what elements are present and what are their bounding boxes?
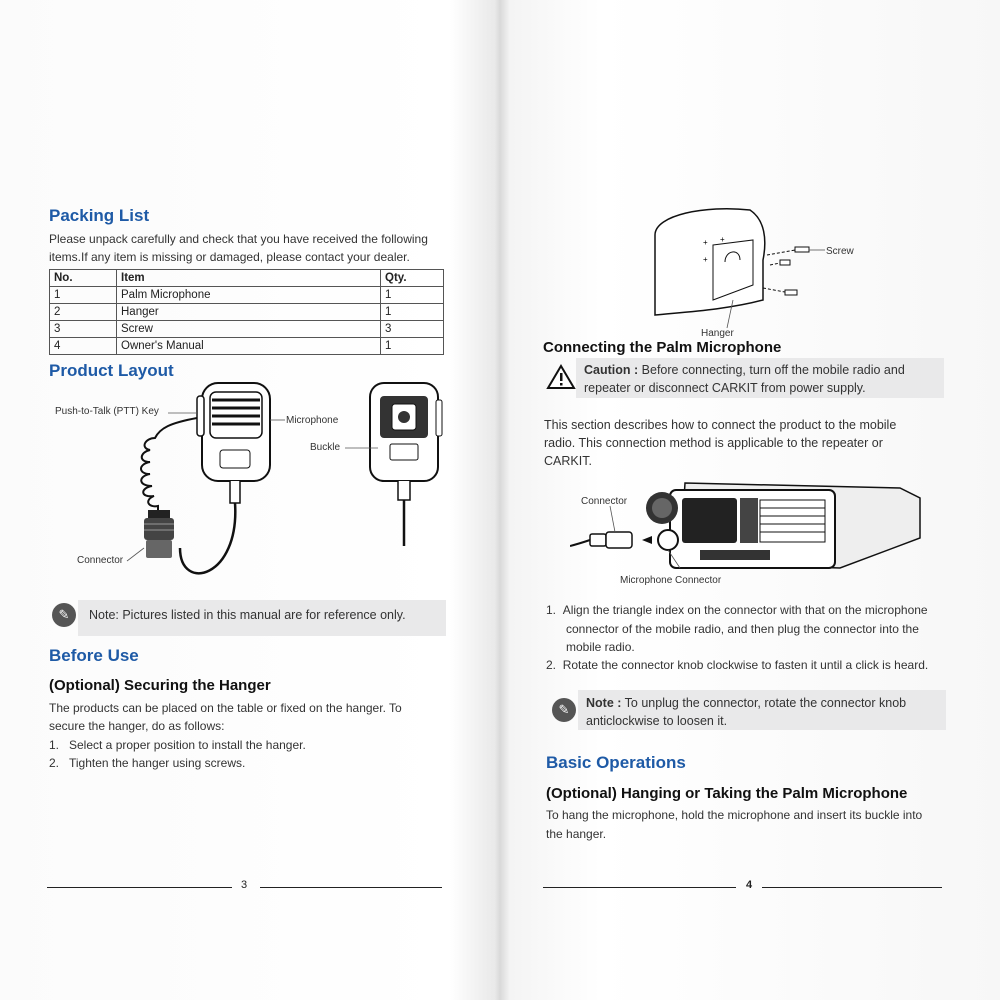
table-row <box>50 287 444 304</box>
page-4 <box>500 0 1000 1000</box>
footer-rule-left <box>47 887 232 888</box>
footer-rule-left <box>543 887 736 888</box>
svg-text:+: + <box>703 255 708 264</box>
label-microphone: Microphone <box>286 415 339 426</box>
label-buckle: Buckle <box>310 442 341 453</box>
step-2-text: Tighten the hanger using screws. <box>69 756 246 770</box>
svg-text:+: + <box>720 235 725 244</box>
note-text: Note: Pictures listed in this manual are for reference only. <box>89 608 406 622</box>
cell-qty: 1 <box>381 338 444 355</box>
page-3 <box>0 0 495 1000</box>
label-screw: Screw <box>826 246 854 257</box>
page-number-3: 3 <box>241 879 248 891</box>
step-1-text-line1: Align the triangle index on the connector with that on the microphone <box>562 603 928 617</box>
header-no: No. <box>50 270 117 287</box>
label-ptt-key: Push-to-Talk (PTT) Key <box>55 406 159 417</box>
caution-label: Caution : <box>584 363 639 377</box>
footer-rule-right <box>762 887 942 888</box>
footer-rule-right <box>260 887 442 888</box>
step-2-number: 2. <box>546 658 563 672</box>
before-use-heading: Before Use <box>49 646 139 665</box>
cell-item: Hanger <box>117 304 381 321</box>
cell-no: 3 <box>50 321 117 338</box>
table-row <box>50 321 444 338</box>
cell-no: 2 <box>50 304 117 321</box>
svg-text:+: + <box>703 238 708 247</box>
cell-no: 4 <box>50 338 117 355</box>
list-item: 1. Select a proper position to install the hanger. <box>49 738 306 752</box>
label-microphone-connector: Microphone Connector <box>620 575 722 586</box>
label-hanger: Hanger <box>701 328 734 339</box>
cell-qty: 3 <box>381 321 444 338</box>
before-use-line2: secure the hanger, do as follows: <box>49 719 225 733</box>
step-1-number: 1. <box>546 603 563 617</box>
note-text-1: To unplug the connector, rotate the connector knob <box>624 696 907 710</box>
packing-list-heading: Packing List <box>49 206 150 225</box>
caution-text-1: Before connecting, turn off the mobile radio and <box>641 363 905 377</box>
step-1-line2: connector of the mobile radio, and then plug the connector into the <box>566 622 919 636</box>
hanger-mounting-illustration <box>645 200 875 335</box>
warning-triangle-icon <box>546 364 576 390</box>
hanging-mic-subheading: (Optional) Hanging or Taking the Palm Microphone <box>546 785 908 802</box>
list-item: 2. Tighten the hanger using screws. <box>49 756 246 770</box>
connect-desc-line1: This section describes how to connect the product to the mobile <box>544 418 897 432</box>
table-row <box>50 304 444 321</box>
packing-intro-line1: Please unpack carefully and check that you have received the following <box>49 232 428 246</box>
label-connector: Connector <box>77 555 124 566</box>
connect-desc-line3: CARKIT. <box>544 454 592 468</box>
connecting-heading: Connecting the Palm Microphone <box>543 339 782 356</box>
caution-line1 <box>584 361 905 379</box>
note-line2: anticlockwise to loosen it. <box>586 714 728 728</box>
step-1-line3: mobile radio. <box>566 640 635 654</box>
pencil-note-icon: ✎ <box>552 698 576 722</box>
label-connector-right: Connector <box>581 496 628 507</box>
packing-intro-line2: items.If any item is missing or damaged, please contact your dealer. <box>49 250 410 264</box>
basic-operations-heading: Basic Operations <box>546 753 686 772</box>
table-row <box>50 338 444 355</box>
cell-qty: 1 <box>381 304 444 321</box>
packing-table <box>49 269 444 355</box>
before-use-line1: The products can be placed on the table or fixed on the hanger. To <box>49 701 402 715</box>
step-1-line1 <box>546 601 928 619</box>
caution-line2: repeater or disconnect CARKIT from power supply. <box>584 381 866 395</box>
step-2-text: Rotate the connector knob clockwise to fasten it until a click is heard. <box>562 658 929 672</box>
pencil-note-icon: ✎ <box>52 603 76 627</box>
cell-item: Screw <box>117 321 381 338</box>
table-header-row <box>50 270 444 287</box>
note-line1 <box>586 694 906 712</box>
page-number-4: 4 <box>746 879 753 891</box>
cell-item: Palm Microphone <box>117 287 381 304</box>
product-layout-heading: Product Layout <box>49 361 174 380</box>
step-2-line <box>546 656 928 674</box>
basic-line1: To hang the microphone, hold the microphone and insert its buckle into <box>546 808 923 822</box>
header-qty: Qty. <box>381 270 444 287</box>
cell-no: 1 <box>50 287 117 304</box>
cell-qty: 1 <box>381 287 444 304</box>
cell-item: Owner's Manual <box>117 338 381 355</box>
step-1-text: Select a proper position to install the hanger. <box>69 738 306 752</box>
mobile-radio-illustration <box>570 468 930 578</box>
note-label: Note : <box>586 696 622 710</box>
securing-hanger-subheading: (Optional) Securing the Hanger <box>49 677 271 694</box>
connect-desc-line2: radio. This connection method is applicable to the repeater or <box>544 436 883 450</box>
hanger-steps <box>49 736 306 772</box>
basic-line2: the hanger. <box>546 827 607 841</box>
header-item: Item <box>117 270 381 287</box>
